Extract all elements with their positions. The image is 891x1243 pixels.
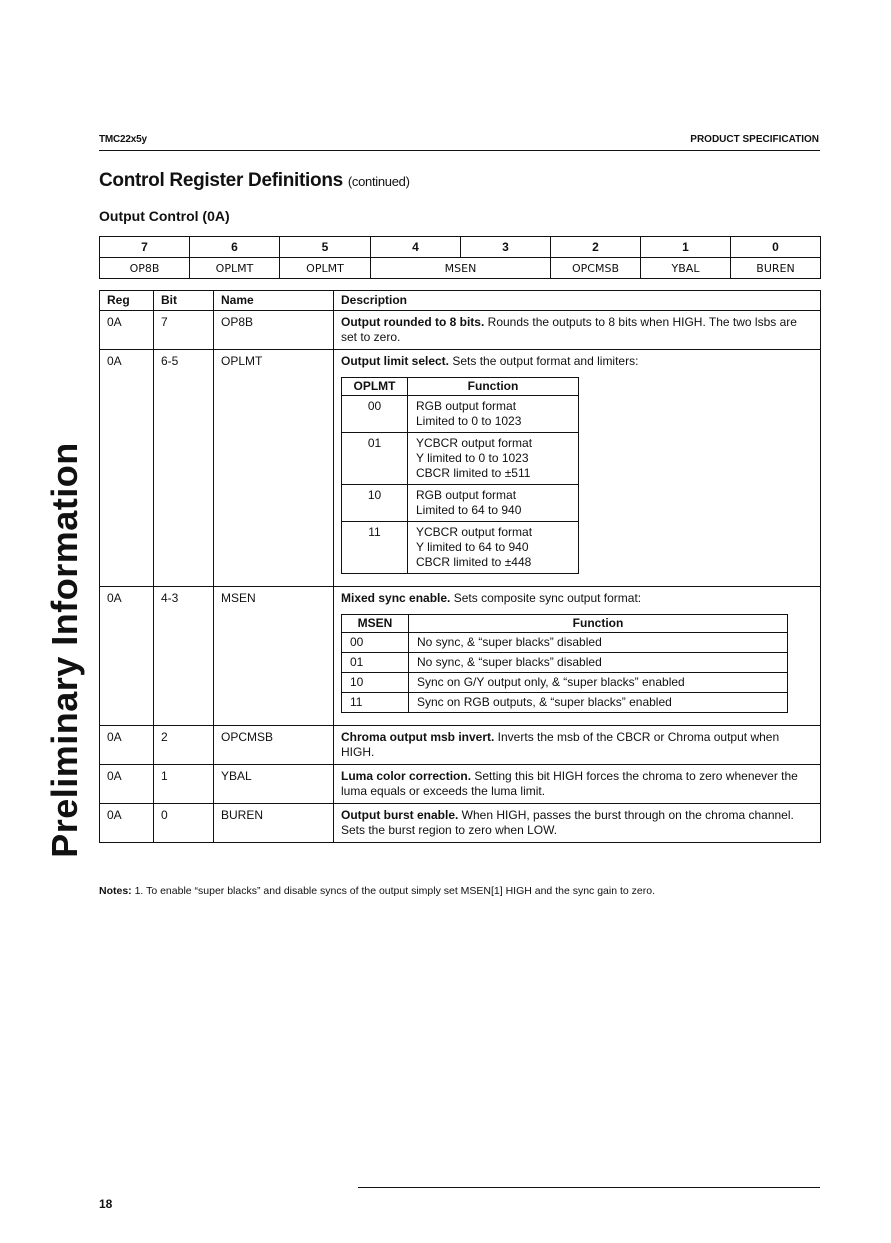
description-cell [334, 726, 821, 765]
bit-name-cell: OP8B [100, 258, 190, 279]
description-cell [334, 765, 821, 804]
function-line: CBCR limited to ±448 [416, 555, 532, 569]
oplmt-function-table [341, 377, 579, 574]
bit-name-cell: OPLMT [190, 258, 280, 279]
reg-cell: 0A [100, 311, 154, 350]
bit-number-cell: 6 [190, 237, 280, 258]
bit-name-row [100, 258, 821, 279]
register-row [100, 587, 821, 726]
description-text [341, 591, 813, 606]
description-text [341, 354, 813, 369]
description-cell [334, 587, 821, 726]
sub-function-cell [408, 485, 579, 522]
notes-text: 1. To enable “super blacks” and disable syncs of the output simply set MSEN[1] HIGH and the sync gain to zero. [134, 885, 655, 897]
function-line: YCBCR output format [416, 436, 533, 450]
register-row [100, 804, 821, 843]
footer-rule [358, 1187, 820, 1188]
sub-code-cell: 11 [342, 693, 409, 713]
msen-function-table [341, 614, 788, 713]
register-header-row [100, 291, 821, 311]
notes-label: Notes: [99, 885, 132, 897]
sub-function-cell: Sync on G/Y output only, & “super blacks” enabled [409, 673, 788, 693]
bit-cell: 6-5 [154, 350, 214, 587]
sidebar-banner [44, 430, 85, 870]
sub-code-cell: 11 [342, 522, 408, 574]
header-description: Description [334, 291, 821, 311]
description-lead: Output rounded to 8 bits. [341, 315, 485, 329]
sub-header-function: Function [408, 378, 579, 396]
bit-map-table [99, 236, 821, 279]
sub-row [342, 433, 579, 485]
description-cell [334, 804, 821, 843]
sub-function-cell [408, 396, 579, 433]
bit-cell: 1 [154, 765, 214, 804]
description-text [341, 730, 813, 760]
function-line: RGB output format [416, 488, 517, 502]
sub-header-row [342, 615, 788, 633]
description-body: Sets composite sync output format: [450, 591, 642, 605]
sub-header-row [342, 378, 579, 396]
description-body: Inverts the msb of the CBCR or Chroma output when HIGH. [341, 730, 780, 759]
bit-name-cell: YBAL [641, 258, 731, 279]
sub-code-cell: 00 [342, 396, 408, 433]
function-line: YCBCR output format [416, 525, 533, 539]
notes [99, 885, 655, 897]
sub-row [342, 396, 579, 433]
description-text [341, 769, 813, 799]
function-line: Limited to 64 to 940 [416, 503, 522, 517]
name-cell: OPLMT [214, 350, 334, 587]
bit-cell: 0 [154, 804, 214, 843]
function-line: Y limited to 0 to 1023 [416, 451, 529, 465]
sub-header-code: OPLMT [342, 378, 408, 396]
reg-cell: 0A [100, 804, 154, 843]
description-body: Sets the output format and limiters: [449, 354, 639, 368]
page-title [99, 170, 410, 192]
bit-number-cell: 7 [100, 237, 190, 258]
name-cell: OP8B [214, 311, 334, 350]
bit-number-cell: 3 [461, 237, 551, 258]
bit-number-cell: 5 [280, 237, 371, 258]
function-line: Y limited to 64 to 940 [416, 540, 529, 554]
sub-header-function: Function [409, 615, 788, 633]
description-lead: Mixed sync enable. [341, 591, 451, 605]
header-name: Name [214, 291, 334, 311]
sub-row [342, 693, 788, 713]
register-row [100, 311, 821, 350]
name-cell: YBAL [214, 765, 334, 804]
sub-function-cell [408, 522, 579, 574]
sub-code-cell: 01 [342, 433, 408, 485]
sub-function-cell: Sync on RGB outputs, & “super blacks” enabled [409, 693, 788, 713]
name-cell: OPCMSB [214, 726, 334, 765]
sub-function-cell [408, 433, 579, 485]
sub-header-code: MSEN [342, 615, 409, 633]
description-cell [334, 311, 821, 350]
description-lead: Luma color correction. [341, 769, 472, 783]
reg-cell: 0A [100, 765, 154, 804]
bit-number-row [100, 237, 821, 258]
bit-cell: 4-3 [154, 587, 214, 726]
section-subtitle: Output Control (0A) [99, 208, 230, 224]
description-body: When HIGH, passes the burst through on the chroma channel. Sets the burst region to zero when LOW. [341, 808, 794, 837]
bit-cell: 2 [154, 726, 214, 765]
sub-row [342, 522, 579, 574]
sidebar-text: Preliminary Information [44, 442, 85, 858]
sub-code-cell: 10 [342, 673, 409, 693]
description-lead: Chroma output msb invert. [341, 730, 495, 744]
bit-name-cell: BUREN [731, 258, 821, 279]
bit-name-cell: OPCMSB [551, 258, 641, 279]
header-bit: Bit [154, 291, 214, 311]
header-rule [99, 150, 820, 151]
sub-code-cell: 10 [342, 485, 408, 522]
sub-code-cell: 01 [342, 653, 409, 673]
function-line: RGB output format [416, 399, 517, 413]
sub-row [342, 673, 788, 693]
page-number: 18 [99, 1197, 113, 1211]
name-cell: BUREN [214, 804, 334, 843]
sub-code-cell: 00 [342, 633, 409, 653]
name-cell: MSEN [214, 587, 334, 726]
reg-cell: 0A [100, 726, 154, 765]
bit-number-cell: 0 [731, 237, 821, 258]
sub-function-cell: No sync, & “super blacks” disabled [409, 633, 788, 653]
function-line: Limited to 0 to 1023 [416, 414, 522, 428]
bit-number-cell: 2 [551, 237, 641, 258]
bit-cell: 7 [154, 311, 214, 350]
description-lead: Output burst enable. [341, 808, 459, 822]
register-row [100, 350, 821, 587]
reg-cell: 0A [100, 587, 154, 726]
doc-type: PRODUCT SPECIFICATION [690, 134, 819, 145]
description-body: Setting this bit HIGH forces the chroma to zero whenever the luma equals or exceeds the luma limit. [341, 769, 798, 798]
description-lead: Output limit select. [341, 354, 450, 368]
bit-name-cell: OPLMT [280, 258, 371, 279]
bit-number-cell: 4 [371, 237, 461, 258]
sub-function-cell: No sync, & “super blacks” disabled [409, 653, 788, 673]
description-text [341, 315, 813, 345]
sub-row [342, 485, 579, 522]
register-table [99, 290, 821, 843]
register-row [100, 726, 821, 765]
sub-row [342, 633, 788, 653]
sub-row [342, 653, 788, 673]
page-title-continued: (continued) [347, 174, 410, 189]
register-row [100, 765, 821, 804]
function-line: CBCR limited to ±511 [416, 466, 531, 480]
doc-code: TMC22x5y [99, 134, 147, 145]
description-cell [334, 350, 821, 587]
bit-name-cell: MSEN [371, 258, 551, 279]
header-reg: Reg [100, 291, 154, 311]
description-text [341, 808, 813, 838]
reg-cell: 0A [100, 350, 154, 587]
bit-number-cell: 1 [641, 237, 731, 258]
description-body: Rounds the outputs to 8 bits when HIGH. The two lsbs are set to zero. [341, 315, 797, 344]
page-title-main: Control Register Definitions [99, 170, 343, 191]
